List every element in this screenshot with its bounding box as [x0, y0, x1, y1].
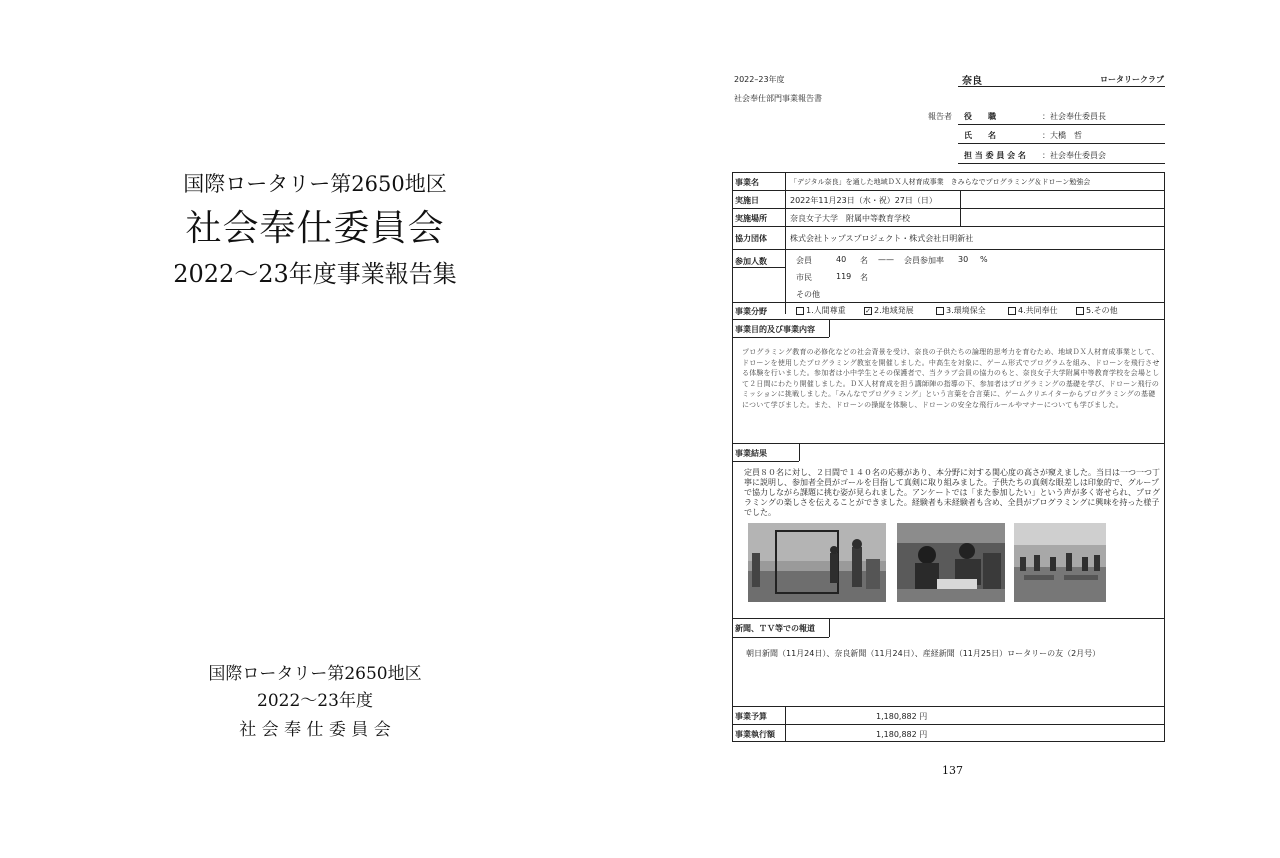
- event-photo-2: [897, 523, 1005, 602]
- members-rate: 30: [958, 255, 969, 264]
- category-3: 3.環境保全: [936, 305, 986, 316]
- budget-label: 事業予算: [735, 712, 767, 721]
- page-number: 137: [942, 764, 963, 777]
- category-5-checkbox: [1076, 307, 1084, 315]
- members-dash: ——: [878, 255, 894, 264]
- purpose-label: 事業目的及び事業内容: [735, 325, 815, 334]
- committee-label: 担 当 委 員 会 名: [964, 151, 1026, 160]
- others-label: その他: [796, 290, 820, 299]
- club-suffix: ロータリークラブ: [1100, 75, 1164, 84]
- category-label: 事業分野: [735, 307, 767, 316]
- category-3-checkbox: [936, 307, 944, 315]
- footer-committee: 社 会 奉 仕 委 員 会: [239, 720, 391, 740]
- category-2-checkbox: ✓: [865, 306, 871, 315]
- purpose-text: プログラミング教育の必修化などの社会背景を受け、奈良の子供たちの論理的思考力を育むため、地域ＤＸ人材育成事業として、ドローンを使用したプログラミング教室を開催しました。中高生を対象に、ゲーム形式でプログラムを組み、ドローンを飛行させる体験を行いました。参加者は小中学生とその保護者で、当クラブ会員の協力のもと、奈良女子大学附属中等教育学校を会場として２日間にわたり開催しました。ＤＸ人材育成を担う講師陣の指導の下、参加者はプログラミングの基礎を学び、ドローン飛行のミッションに挑戦しました。「みんなでプログラミング」という言葉を合言葉に、ゲームクリエイターからプログラミングの基礎について学びました。また、ドローンの操縦を体験し、ドローンの安全な飛行ルールやマナーについても学びました。: [742, 348, 1160, 409]
- media-text: 朝日新聞（11月24日）、奈良新聞（11月24日）、産経新聞（11月25日）ロータリーの友（2月号）: [746, 649, 1101, 658]
- members-label: 会員: [796, 256, 812, 265]
- category-5: 5.その他: [1076, 305, 1118, 316]
- members-unit: 名: [860, 256, 868, 265]
- event-photo-1: [748, 523, 886, 602]
- citizens-count: 119: [836, 272, 852, 281]
- category-2: ✓ 2.地域発展: [865, 306, 914, 315]
- name-label: 氏 名: [964, 131, 996, 140]
- category-1-checkbox: [796, 307, 804, 315]
- members-rate-label: 会員参加率: [904, 256, 944, 265]
- committee-value: ：社会奉仕委員会: [1042, 151, 1106, 160]
- rate-unit: %: [980, 255, 988, 264]
- category-1: 1.人間尊重: [796, 305, 846, 316]
- cover-district: 国際ロータリー第2650地区: [183, 172, 447, 196]
- spent-label: 事業執行額: [735, 730, 775, 739]
- fiscal-year: 2022–23年度: [734, 75, 785, 84]
- role-label: 役 職: [964, 112, 996, 121]
- event-photo-3: [1014, 523, 1106, 602]
- date-value: 2022年11月23日（水・祝）27日（日）: [790, 196, 937, 205]
- event-name-value: 「デジタル奈良」を通した地域ＤＸ人材育成事業 きみらなでプログラミング＆ドローン勉強会: [790, 178, 1091, 186]
- result-text: 定員８０名に対し、２日間で１４０名の応募があり、本分野に対する関心度の高さが窺えました。当日は一つ一つ丁寧に説明し、参加者全員がゴールを目指して真剣に取り組みました。子供たちの真剣な眼差しは印象的で、グループで協力しながら課題に挑む姿が見られました。アンケートでは「また参加したい」という声が多く寄せられ、プログラミングの楽しさを伝えることができました。経験者も未経験者も含め、全員がプログラミングに興味を持った様子でした。: [744, 468, 1160, 517]
- citizens-label: 市民: [796, 273, 812, 282]
- cover-report-title: 2022～23年度事業報告集: [173, 260, 457, 288]
- members-count: 40: [836, 255, 847, 264]
- reporter-label: 報告者: [928, 112, 952, 121]
- partner-label: 協力団体: [735, 234, 767, 243]
- category-4: 4.共同奉仕: [1008, 305, 1058, 316]
- doc-title: 社会奉仕部門事業報告書: [734, 94, 822, 103]
- role-value: ：社会奉仕委員長: [1042, 112, 1106, 121]
- participants-label: 参加人数: [735, 257, 767, 266]
- event-name-label: 事業名: [735, 178, 759, 187]
- footer-year: 2022～23年度: [257, 691, 373, 711]
- venue-label: 実施場所: [735, 214, 767, 223]
- result-label: 事業結果: [735, 449, 767, 458]
- category-4-checkbox: [1008, 307, 1016, 315]
- citizens-unit: 名: [860, 273, 868, 282]
- venue-value: 奈良女子大学 附属中等教育学校: [790, 214, 910, 223]
- name-value: ：大橋 哲: [1042, 131, 1082, 140]
- media-label: 新聞、ＴＶ等での報道: [735, 624, 815, 633]
- club-name: 奈良: [962, 76, 982, 87]
- footer-district: 国際ロータリー第2650地区: [208, 664, 422, 684]
- partner-value: 株式会社トップスプロジェクト・株式会社日明新社: [790, 234, 974, 243]
- cover-committee-title: 社会奉仕委員会: [185, 208, 445, 249]
- budget-value: 1,180,882 円: [876, 712, 928, 721]
- spent-value: 1,180,882 円: [876, 730, 928, 739]
- date-label: 実施日: [735, 196, 759, 205]
